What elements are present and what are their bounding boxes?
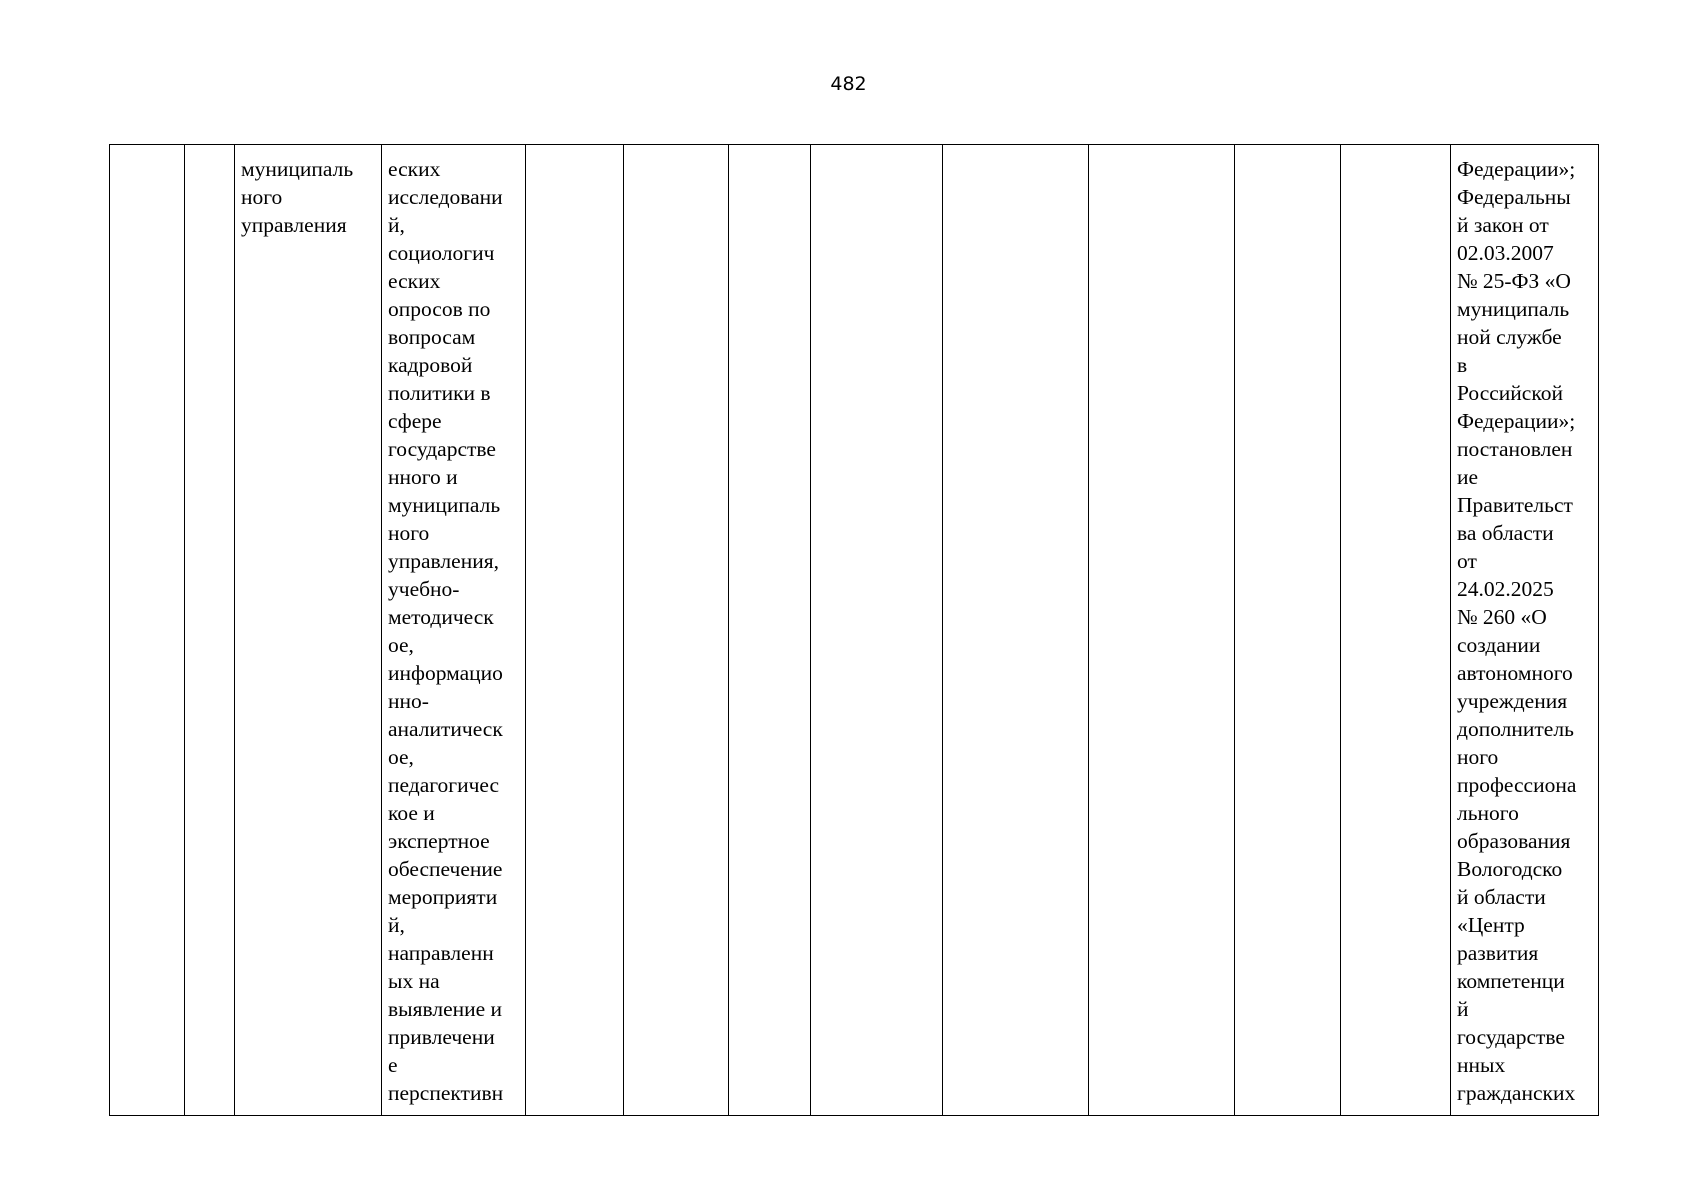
cell-col2 xyxy=(185,145,235,1116)
cell-col11 xyxy=(1235,145,1341,1116)
page-number: 482 xyxy=(830,73,867,95)
cell-col9 xyxy=(943,145,1089,1116)
cell-col7 xyxy=(729,145,811,1116)
cell-legal-basis: Федерации»; Федеральны й закон от 02.03.2007 № 25-ФЗ «О муниципаль ной службе в Российской Федерации»; постановлен ие Правительст ва области от 24.02.2025 № 260 «О создании автономного учреждения дополнитель ного профессиона льного образования Вологодско й области «Центр развития компетенци й государстве нных гражданских xyxy=(1451,145,1599,1116)
cell-col6 xyxy=(624,145,729,1116)
cell-col10 xyxy=(1089,145,1235,1116)
cell-col8 xyxy=(811,145,943,1116)
cell-col1 xyxy=(110,145,185,1116)
cell-col5 xyxy=(526,145,624,1116)
cell-responsible-body: муниципаль ного управления xyxy=(235,145,382,1116)
cell-col12 xyxy=(1341,145,1451,1116)
cell-activity-description: еских исследовани й, социологич еских опросов по вопросам кадровой политики в сфере государстве нного и муниципаль ного управления, учебно- методическ ое, информацио нно- аналитическ ое, педагогичес кое и экспертное обеспечение мероприяти й, направленн ых на выявление и привлечени е перспективн xyxy=(382,145,526,1116)
document-table xyxy=(109,144,1599,1116)
table-row xyxy=(110,145,1599,1116)
